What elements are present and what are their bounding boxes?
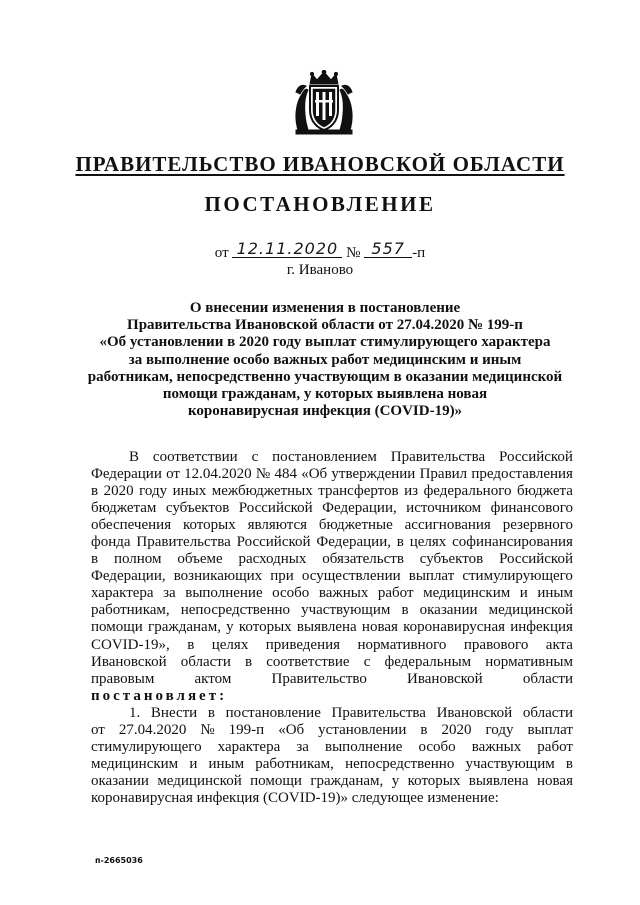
word: резервного bbox=[502, 517, 573, 534]
government-title: ПРАВИТЕЛЬСТВО ИВАНОВСКОЙ ОБЛАСТИ bbox=[75, 152, 565, 176]
date-number-line bbox=[0, 239, 640, 262]
word: утверждении bbox=[331, 466, 416, 483]
item-line bbox=[91, 722, 573, 739]
word: соответствии bbox=[152, 449, 238, 465]
word: Ивановской bbox=[91, 653, 167, 670]
word: у bbox=[226, 619, 234, 636]
word: Российской bbox=[236, 534, 311, 551]
word: фонда bbox=[91, 534, 131, 551]
word: важных bbox=[471, 738, 522, 755]
word: № bbox=[255, 466, 271, 483]
word: гражданам, bbox=[310, 772, 384, 789]
word: № bbox=[200, 721, 215, 738]
word: COVID-19», bbox=[91, 636, 170, 653]
word: важных bbox=[318, 585, 369, 602]
word: бюджета bbox=[516, 483, 573, 500]
word: с bbox=[251, 449, 259, 465]
word: работ bbox=[377, 585, 414, 602]
word: актом bbox=[194, 670, 232, 687]
word: Федерации, bbox=[316, 534, 391, 551]
word: субъектов bbox=[419, 551, 484, 568]
word: Федерации, bbox=[91, 568, 166, 585]
date-prefix: от bbox=[214, 245, 229, 261]
body-line bbox=[91, 534, 573, 551]
word: области bbox=[180, 653, 231, 670]
word: возникающих bbox=[173, 568, 263, 585]
word: установлении bbox=[318, 721, 407, 738]
item-line bbox=[91, 705, 573, 722]
item-line bbox=[91, 773, 573, 790]
word: соответствие bbox=[266, 653, 350, 670]
word: гражданам, bbox=[148, 619, 221, 636]
word: Правительство bbox=[271, 670, 367, 687]
item-line bbox=[91, 739, 573, 756]
word: Правил bbox=[419, 466, 468, 483]
word: объеме bbox=[177, 551, 223, 568]
word: ассигнования bbox=[404, 517, 491, 534]
subject-line: за выполнение особо важных работ медицинским и иным bbox=[128, 351, 522, 368]
word: Российской bbox=[499, 449, 573, 465]
body-line bbox=[91, 602, 573, 619]
word: Федерации, bbox=[322, 500, 397, 517]
word: Федерации bbox=[91, 466, 162, 483]
word: 199-п bbox=[228, 721, 265, 738]
word: Ивановской bbox=[407, 670, 483, 687]
word: в bbox=[207, 704, 215, 721]
word: непосредственно bbox=[345, 755, 455, 772]
subject-line: коронавирусная инфекция (COVID-19)» bbox=[187, 403, 463, 420]
body-line bbox=[91, 466, 573, 483]
word: у bbox=[391, 772, 400, 789]
word: медицинской bbox=[157, 772, 242, 789]
word: оказании bbox=[91, 772, 149, 789]
subject-line: «Об установлении в 2020 году выплат стимулирующего характера bbox=[99, 334, 551, 351]
word: в bbox=[565, 755, 573, 772]
body-line bbox=[91, 654, 573, 671]
word: коронавирусная bbox=[403, 619, 506, 636]
word: выполнение bbox=[185, 585, 263, 602]
word: выполнение bbox=[325, 738, 403, 755]
body-line bbox=[91, 585, 573, 602]
word: в bbox=[244, 653, 253, 670]
word: трансфертов bbox=[318, 483, 399, 500]
word: и bbox=[519, 585, 528, 602]
word: участвующим bbox=[301, 602, 391, 619]
word: обязательств bbox=[322, 551, 404, 568]
word: стимулирующего bbox=[91, 738, 202, 755]
word: правовым bbox=[91, 670, 155, 687]
handwritten-date: 12.11.2020 bbox=[232, 241, 342, 258]
word: Внести bbox=[150, 704, 198, 721]
word: иных bbox=[172, 483, 207, 500]
word: участвующим bbox=[465, 755, 555, 772]
word: новая bbox=[537, 772, 573, 789]
word: иным bbox=[208, 755, 245, 772]
word: бюджетные bbox=[318, 517, 393, 534]
word: которых bbox=[238, 619, 292, 636]
word: и bbox=[189, 755, 198, 772]
subject-line: Правительства Ивановской области от 27.04.2020 № 199-п bbox=[127, 317, 523, 334]
resolution-word-line bbox=[91, 688, 573, 705]
word: правового bbox=[463, 636, 529, 653]
word: помощи bbox=[250, 772, 302, 789]
word: нормативным bbox=[485, 653, 573, 670]
word: области bbox=[522, 670, 573, 687]
word: В bbox=[129, 449, 140, 465]
word: из bbox=[404, 483, 419, 500]
word: полном bbox=[113, 551, 162, 568]
document-subject bbox=[80, 300, 570, 420]
body-line bbox=[91, 619, 573, 636]
subject-line: О внесении изменения в постановление bbox=[189, 300, 461, 316]
item-line: коронавирусная инфекция (COVID-19)» следующее изменение: bbox=[91, 789, 499, 806]
resolution-word: постановляет: bbox=[91, 687, 228, 704]
body-line bbox=[91, 551, 573, 568]
word: расходных bbox=[238, 551, 307, 568]
body-line bbox=[91, 568, 573, 585]
body-line bbox=[91, 517, 573, 534]
document-body bbox=[91, 449, 573, 807]
word: федеральным bbox=[384, 653, 472, 670]
word: медицинским bbox=[91, 755, 179, 772]
body-line bbox=[91, 500, 573, 517]
word: в bbox=[91, 551, 99, 568]
word: которых bbox=[182, 517, 236, 534]
subject-line: помощи гражданам, у которых выявлена новая bbox=[162, 386, 488, 403]
word: 2020 bbox=[441, 721, 472, 738]
word: с bbox=[363, 653, 371, 670]
coat-of-arms-icon bbox=[292, 70, 356, 136]
word: постановление bbox=[225, 704, 321, 721]
word: работникам, bbox=[255, 755, 334, 772]
word: Российской bbox=[499, 551, 573, 568]
word: работникам, bbox=[91, 602, 170, 619]
word: при bbox=[270, 568, 294, 585]
document-type: ПОСТАНОВЛЕНИЕ bbox=[204, 192, 436, 216]
word: работ bbox=[537, 738, 573, 755]
word: новая bbox=[361, 619, 398, 636]
body-line bbox=[91, 483, 573, 500]
word: целях bbox=[409, 534, 447, 551]
word: за bbox=[163, 585, 176, 602]
word: оказании bbox=[419, 602, 478, 619]
number-prefix: № bbox=[346, 245, 361, 261]
word: иным bbox=[537, 585, 573, 602]
word: выплат bbox=[408, 568, 455, 585]
word: являются bbox=[247, 517, 308, 534]
word: в bbox=[396, 534, 404, 551]
word: инфекция bbox=[510, 619, 573, 636]
item-line bbox=[91, 756, 573, 773]
body-line bbox=[91, 637, 573, 654]
word: 1. bbox=[129, 704, 141, 721]
word: софинансирования bbox=[452, 534, 573, 551]
word: 484 bbox=[274, 466, 297, 483]
word: за bbox=[296, 738, 309, 755]
word: выплат bbox=[527, 721, 573, 738]
word: предоставления bbox=[471, 466, 573, 483]
word: субъектов bbox=[165, 500, 230, 517]
word: Российской bbox=[238, 500, 313, 517]
word: помощи bbox=[91, 619, 143, 636]
word: характера bbox=[217, 738, 281, 755]
word: 27.04.2020 bbox=[118, 721, 187, 738]
word: Правительства bbox=[390, 449, 486, 465]
word: году bbox=[139, 483, 168, 500]
subject-line: работникам, непосредственно участвующим в оказании медицинской bbox=[87, 368, 563, 385]
word: 2020 bbox=[103, 483, 134, 500]
word: характера bbox=[91, 585, 154, 602]
word: акта bbox=[545, 636, 573, 653]
word: стимулирующего bbox=[462, 568, 573, 585]
word: нормативного bbox=[357, 636, 447, 653]
word: источником bbox=[406, 500, 482, 517]
word: осуществлении bbox=[301, 568, 401, 585]
word: приведения bbox=[265, 636, 341, 653]
word: финансового bbox=[490, 500, 573, 517]
word: федерального bbox=[423, 483, 512, 500]
word: непосредственно bbox=[180, 602, 291, 619]
word: от bbox=[166, 466, 180, 483]
word: в bbox=[420, 721, 428, 738]
word: выявлена bbox=[468, 772, 529, 789]
word: выявлена bbox=[296, 619, 357, 636]
word: Правительства bbox=[331, 704, 426, 721]
word: особо bbox=[418, 738, 456, 755]
document-code: п-2665036 bbox=[95, 856, 143, 865]
word: области bbox=[522, 704, 573, 721]
word: Правительства bbox=[136, 534, 231, 551]
handwritten-number: 557 bbox=[364, 241, 412, 258]
word: 12.04.2020 bbox=[184, 466, 252, 483]
word: Ивановской bbox=[436, 704, 513, 721]
word: межбюджетных bbox=[211, 483, 313, 500]
word: обеспечения bbox=[91, 517, 172, 534]
word: целях bbox=[211, 636, 249, 653]
word: особо bbox=[272, 585, 310, 602]
word: которых bbox=[407, 772, 461, 789]
word: году bbox=[485, 721, 514, 738]
word: в bbox=[187, 636, 195, 653]
body-line bbox=[91, 449, 573, 466]
word: медицинской bbox=[488, 602, 573, 619]
word: постановлением bbox=[272, 449, 377, 465]
city: г. Иваново bbox=[286, 262, 354, 278]
word: от bbox=[91, 721, 105, 738]
word: медицинским bbox=[423, 585, 511, 602]
word: «Об bbox=[301, 466, 328, 483]
word: «Об bbox=[278, 721, 305, 738]
word: в bbox=[91, 483, 99, 500]
body-line bbox=[91, 671, 573, 688]
word: в bbox=[401, 602, 409, 619]
number-suffix: -п bbox=[412, 245, 426, 261]
word: бюджетам bbox=[91, 500, 157, 517]
